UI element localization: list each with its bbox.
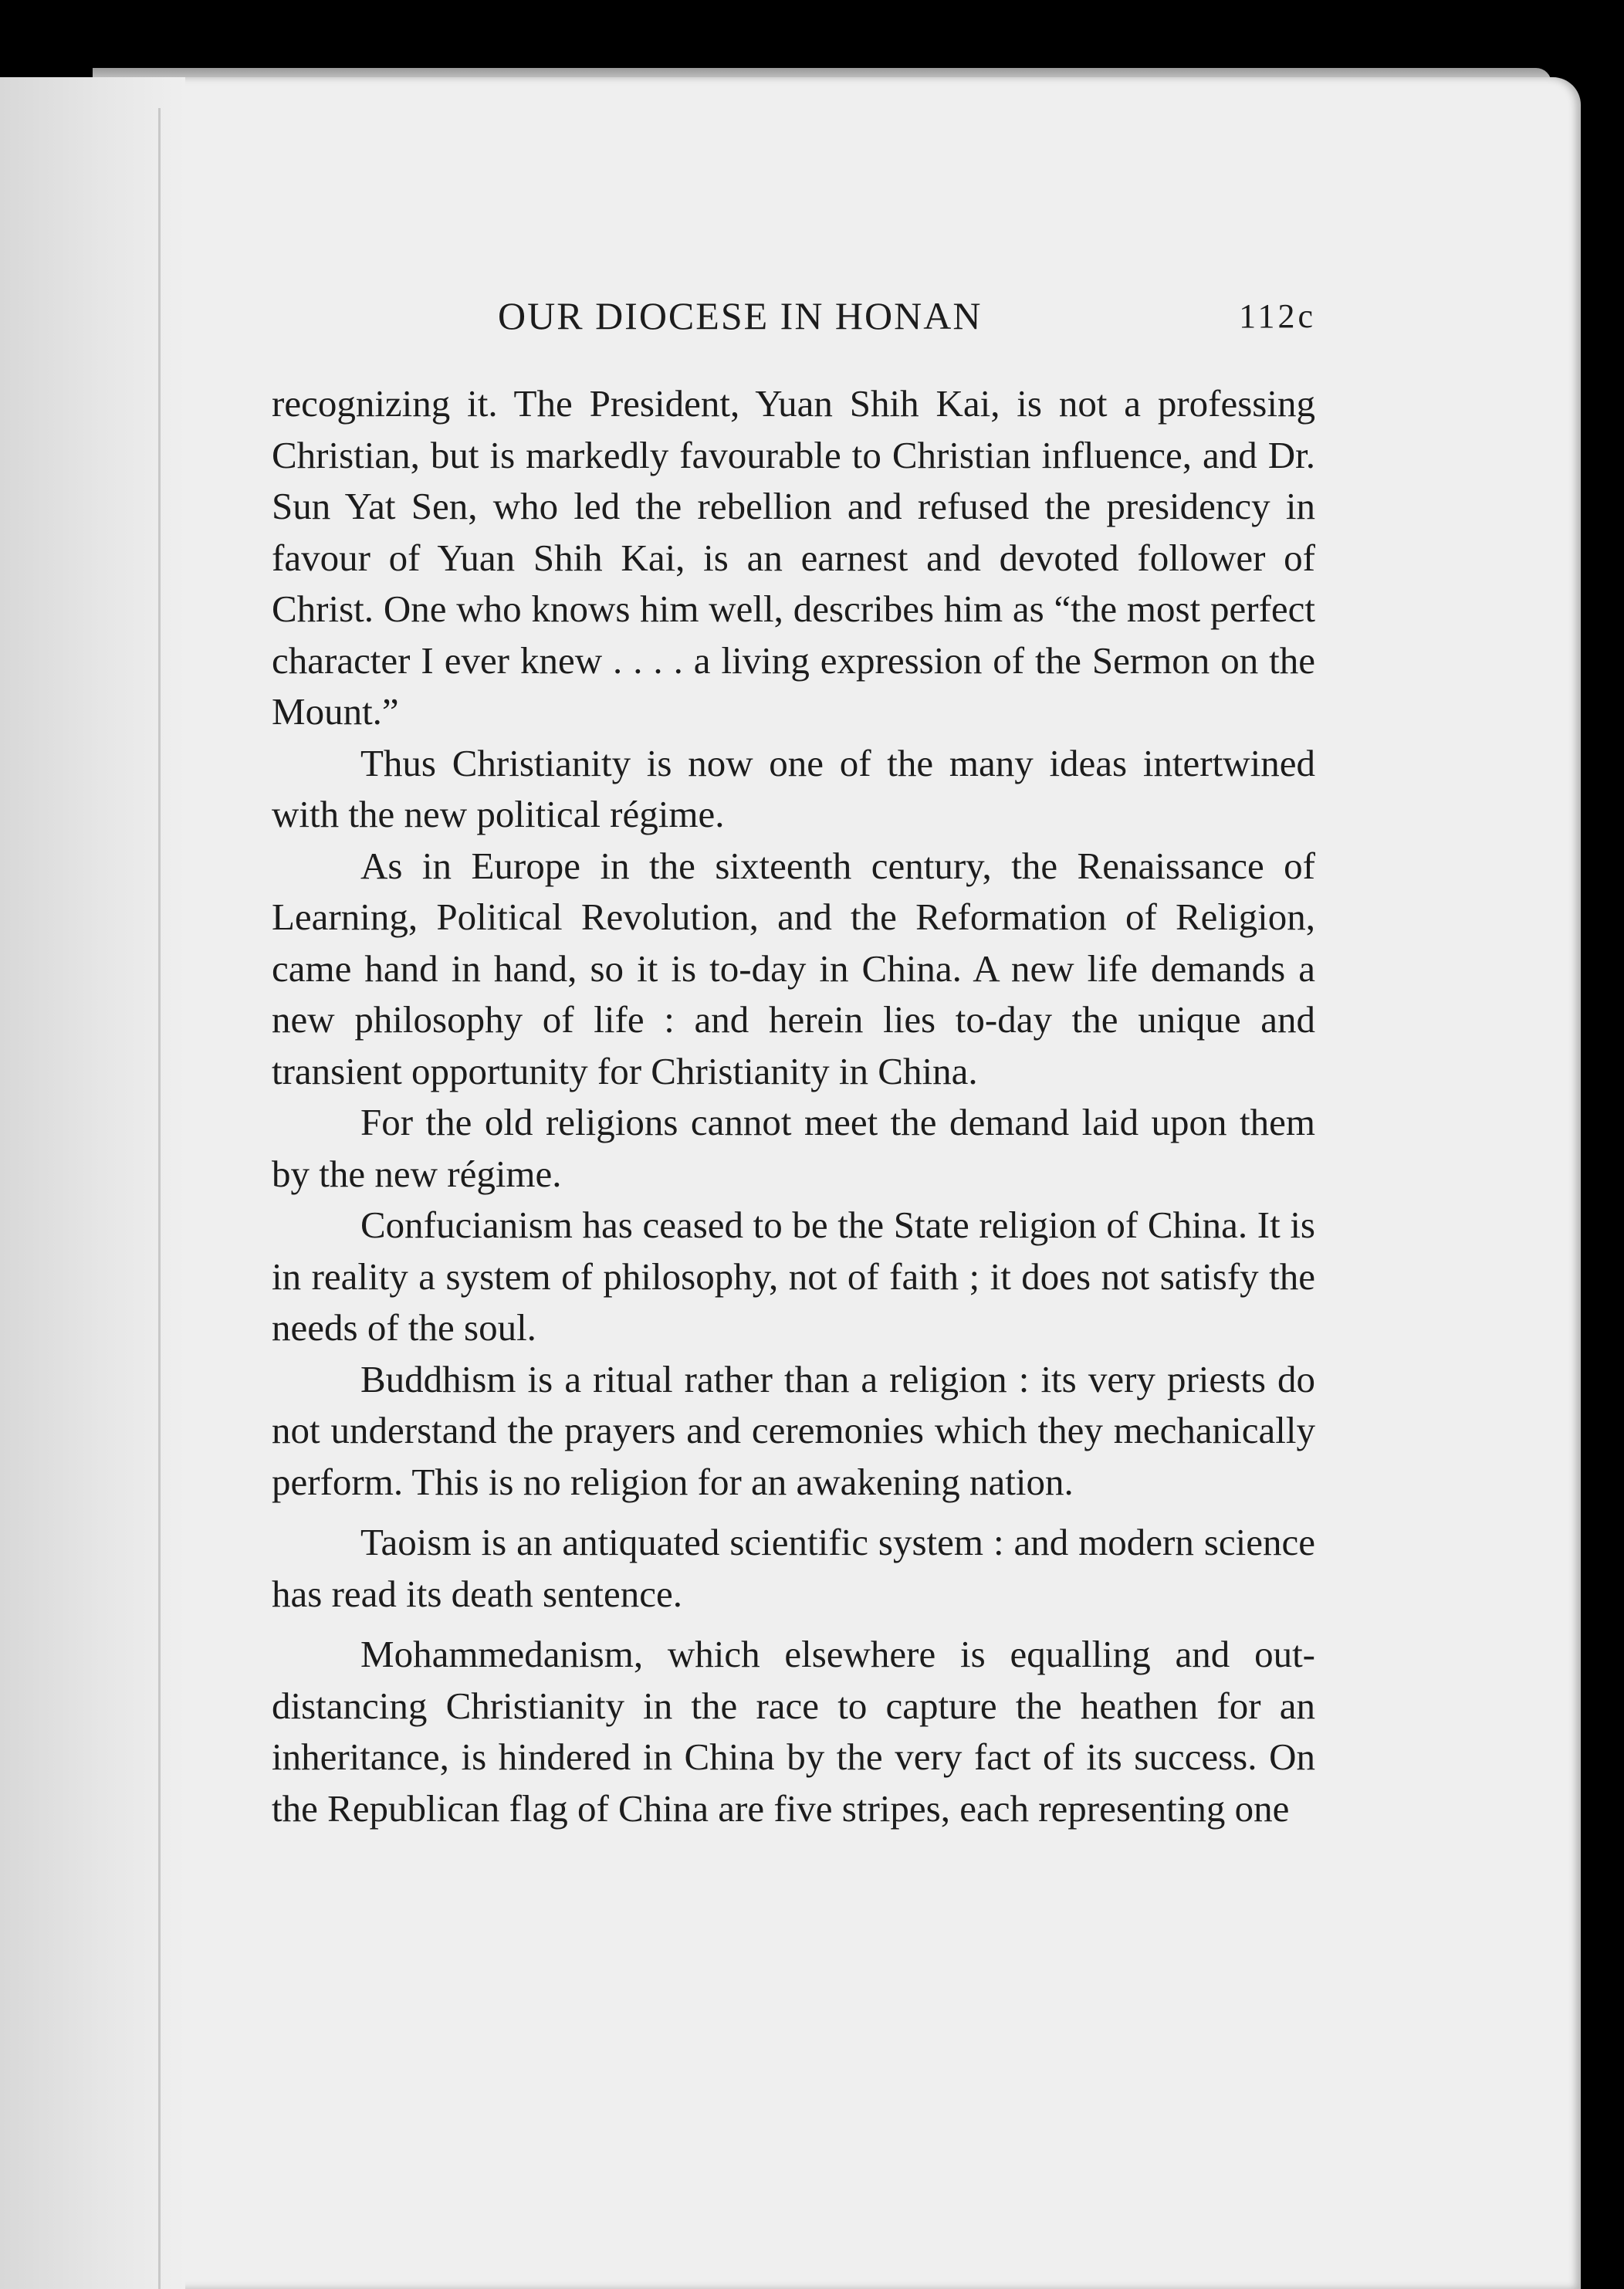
gutter-fold-line xyxy=(158,108,161,2289)
running-title: OUR DIOCESE IN HONAN xyxy=(498,294,983,337)
paragraph: As in Europe in the sixteenth century, the Renaissance of Learning, Political Revolution, and the Reformation of Religion, came hand in hand, so it is to-day in China. A new life demands a new philosophy of life : and herein lies to-day the unique and transient opportunity for Christianity in China. xyxy=(272,844,1315,1092)
page-number: 112c xyxy=(1239,297,1316,335)
paragraph: Thus Christianity is now one of the many ideas intertwined with the new political régime. xyxy=(272,741,1315,835)
paragraph: Mohammedanism, which elsewhere is equalling and out-distancing Christianity in the race to capture the heathen for an inheritance, is hindered in China by the very fact of its success. On the Republican flag of China are five stripes, each representing one xyxy=(272,1633,1315,1830)
paragraph: Confucianism has ceased to be the State religion of China. It is in reality a system of philosophy, not of faith ; it does not satisfy the needs of the soul. xyxy=(272,1204,1315,1349)
page-body-text xyxy=(272,378,1315,1834)
paragraph: Buddhism is a ritual rather than a religion : its very priests do not understand the prayers and ceremonies which they mechanically perform. This is no religion for an awakening nation. xyxy=(272,1357,1315,1503)
page-header xyxy=(274,293,1316,347)
paragraph: Taoism is an antiquated scientific system : and modern science has read its death sentence. xyxy=(272,1521,1315,1615)
page-gutter xyxy=(0,77,185,2289)
paragraph-continued: recognizing it. The President, Yuan Shih Kai, is not a professing Christian, but is markedly favourable to Christian influence, and Dr. Sun Yat Sen, who led the rebellion and refused the presidency in favour of Yuan Shih Kai, is an earnest and devoted follower of Christ. One who knows him well, describes him as “the most perfect character I ever knew . . . . a living expression of the Sermon on the Mount.” xyxy=(272,382,1315,733)
paragraph: For the old religions cannot meet the demand laid upon them by the new régime. xyxy=(272,1101,1315,1195)
